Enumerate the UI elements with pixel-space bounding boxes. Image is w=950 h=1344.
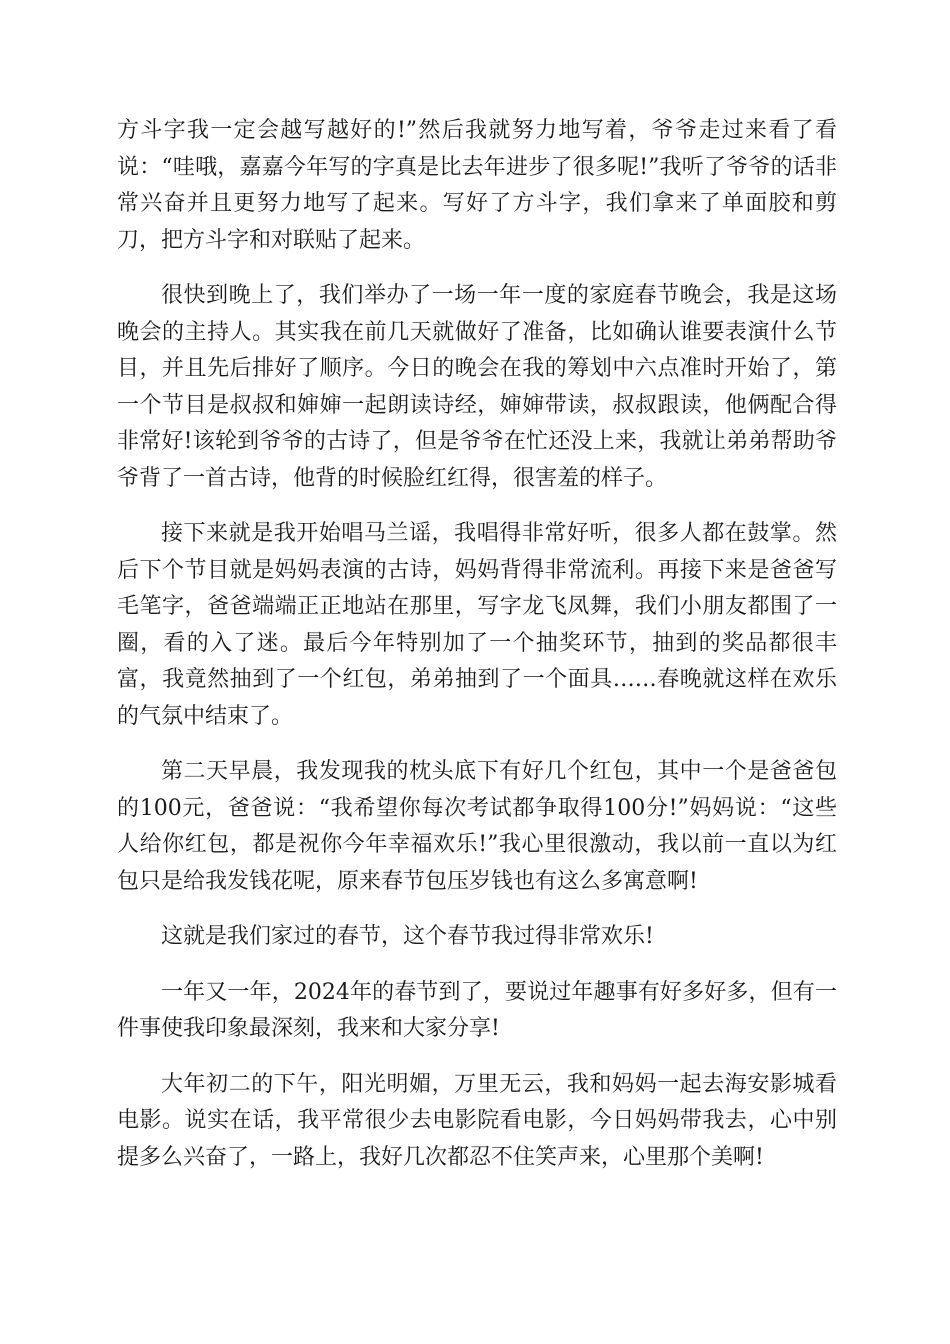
document-body	[117, 113, 837, 1195]
paragraph-movie-trip: 大年初二的下午，阳光明媚，万里无云，我和妈妈一起去海安影城看电影。说实在话，我平常很少去电影院看电影，今日妈妈带我去，心中别提多么兴奋了，一路上，我好几次都忍不住笑声来，心里那个美啊!	[117, 1071, 837, 1170]
paragraph-red-envelopes: 第二天早晨，我发现我的枕头底下有好几个红包，其中一个是爸爸包的100元，爸爸说：“我希望你每次考试都争取得100分!”妈妈说：“这些人给你红包，都是祝你今年幸福欢乐!”我心里很激动，我以前一直以为红包只是给我发钱花呢，原来春节包压岁钱也有这么多寓意啊!	[117, 759, 837, 894]
paragraph-new-story-intro: 一年又一年，2024年的春节到了，要说过年趣事有好多好多，但有一件事使我印象最深刻，我来和大家分享!	[117, 979, 837, 1041]
paragraph-continuation: 方斗字我一定会越写越好的!”然后我就努力地写着，爷爷走过来看了看说：“哇哦，嘉嘉今年写的字真是比去年进步了很多呢!”我听了爷爷的话非常兴奋并且更努力地写了起来。写好了方斗字，我们拿来了单面胶和剪刀，把方斗字和对联贴了起来。	[117, 118, 837, 253]
paragraph-performances: 接下来就是我开始唱马兰谣，我唱得非常好听，很多人都在鼓掌。然后下个节目就是妈妈表演的古诗，妈妈背得非常流利。再接下来是爸爸写毛笔字，爸爸端端正正地站在那里，写字龙飞凤舞，我们小朋友都围了一圈，看的入了迷。最后今年特别加了一个抽奖环节，抽到的奖品都很丰富，我竟然抽到了一个红包，弟弟抽到了一个面具……春晚就这样在欢乐的气氛中结束了。	[117, 521, 837, 729]
paragraph-evening-gala: 很快到晚上了，我们举办了一场一年一度的家庭春节晚会，我是这场晚会的主持人。其实我在前几天就做好了准备，比如确认谁要表演什么节目，并且先后排好了顺序。今日的晚会在我的筹划中六点准时开始了，第一个节目是叔叔和婶婶一起朗读诗经，婶婶带读，叔叔跟读，他俩配合得非常好!该轮到爷爷的古诗了，但是爷爷在忙还没上来，我就让弟弟帮助爷爷背了一首古诗，他背的时候脸红红得，很害羞的样子。	[117, 283, 837, 491]
paragraph-conclusion: 这就是我们家过的春节，这个春节我过得非常欢乐!	[161, 924, 654, 949]
